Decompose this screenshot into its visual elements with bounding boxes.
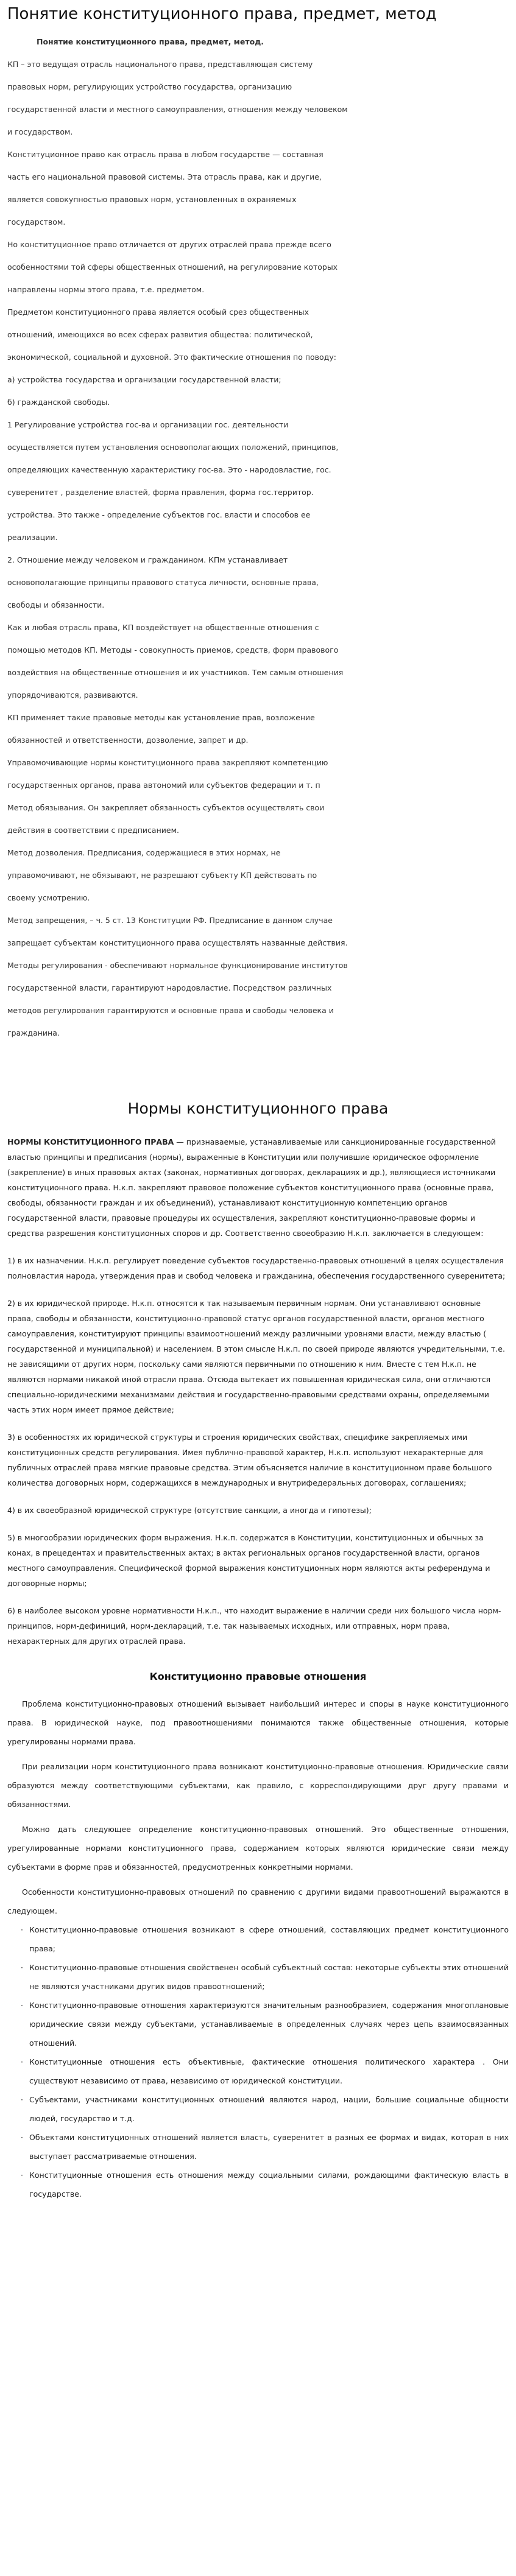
section-relations xyxy=(7,1671,509,2203)
text-line: особенностями той сферы общественных отношений, на регулирование которых xyxy=(7,262,338,272)
text-line: 2. Отношение между человеком и гражданином. КПм устанавливает xyxy=(7,555,288,564)
text-line: действия в соответствии с предписанием. xyxy=(7,826,179,835)
text-line: государственных органов, права автономий или субъектов федерации и т. п xyxy=(7,781,320,790)
text-line: а) устройства государства и организации государственной власти; xyxy=(7,375,281,384)
numbered-paragraph: 6) в наиболее высоком уровне нормативности Н.к.п., что находит выражение в наличии среди них большого числа норм-принципов, норм-дефиниций, норм-деклараций, т.е. так называемых исходных, или отправных, норм права, нехарактерных для других отраслей права. xyxy=(7,1606,501,1646)
text-line: КП – это ведущая отрасль национального права, представляющая систему xyxy=(7,60,313,69)
text-line: государственной власти и местного самоуправления, отношения между человеком xyxy=(7,105,348,114)
numbered-paragraph: 3) в особенностях их юридической структуры и строения юридических свойствах, специфике закрепляемых ими конституционных средств регулирования. Имея публично-правовой характер, Н.к.п. используют нехарактерные для публичных отраслей права мягкие правовые средства. Этим объясняется наличие в конституционном праве большого количества договорных норм, содержащихся в международных и внутрифедеральных договорах, соглашениях; xyxy=(7,1433,492,1487)
list-item: · Объектами конституционных отношений является власть, суверенитет в разных ее формах и видах, которая в них выступает рассматриваемые отношения. xyxy=(21,2128,509,2166)
text-line: помощью методов КП. Методы - совокупность приемов, средств, форм правового xyxy=(7,645,339,655)
list-item: · Конституционные отношения есть отношения между социальными силами, рождающими фактическую власть в государстве. xyxy=(21,2166,509,2203)
text-line: свободы и обязанности. xyxy=(7,600,105,609)
list-item: · Конституционно-правовые отношения возникают в сфере отношений, составляющих предмет конституционного права; xyxy=(21,1920,509,1958)
section-heading: Конституционно правовые отношения xyxy=(149,1671,367,1682)
text-line: Метод обязывания. Он закрепляет обязанность субъектов осуществлять свои xyxy=(7,803,325,812)
text-line: является совокупностью правовых норм, установленных в охраняемых xyxy=(7,195,297,204)
paragraph: Особенности конституционно-правовых отношений по сравнению с другими видами правоотношений выражаются в следующем. xyxy=(7,1887,509,1915)
section-concept xyxy=(7,4,509,1044)
text-line: экономической, социальной и духовной. Это фактические отношения по поводу: xyxy=(7,353,336,362)
list-item: · Конституционно-правовые отношения свойственен особый субъектный состав: некоторые субъекты этих отношений не являются участниками других видов правоотношений; xyxy=(21,1958,509,1996)
list-item: · Субъектами, участниками конституционных отношений являются народ, нации, большие социальные общности людей, государство и т.д. xyxy=(21,2090,509,2128)
text-line: Метод дозволения. Предписания, содержащиеся в этих нормах, не xyxy=(7,848,281,857)
text-line: часть его национальной правовой системы. Эта отрасль права, как и другие, xyxy=(7,172,322,181)
section-heading: Нормы конституционного права xyxy=(127,1100,389,1117)
list-item: · Конституционно-правовые отношения характеризуются значительным разнообразием, содержания многоплановые юридические связи между субъектами, устанавливаемые в определенных случаях через цепь взаимосвязанных отношений. xyxy=(21,1996,509,2052)
text-line: управомочивают, не обязывают, не разрешают субъекту КП действовать по xyxy=(7,871,317,880)
paragraph: Можно дать следующее определение конституционно-правовых отношений. Это общественные отношения, урегулированные нормами конституционного права, содержанием которых являются юридические связи между субъектами в форме прав и обязанностей, предусмотренных конкретными нормами. xyxy=(7,1825,509,1872)
text-line: отношений, имеющихся во всех сферах развития общества: политической, xyxy=(7,330,313,339)
text-line: б) гражданской свободы. xyxy=(7,398,110,407)
text-line: государством. xyxy=(7,217,66,226)
text-line: осуществляется путем установления основополагающих положений, принципов, xyxy=(7,443,339,452)
text-line: запрещает субъектам конституционного права осуществлять названные действия. xyxy=(7,938,348,947)
text-line: Предметом конституционного права является особый срез общественных xyxy=(7,307,309,317)
text-line: методов регулирования гарантируются и основные права и свободы человека и xyxy=(7,1006,334,1015)
text-line: гражданина. xyxy=(7,1028,60,1037)
page-title: Понятие конституционного права, предмет, метод xyxy=(7,5,437,23)
text-line: государственной власти, гарантируют народовластие. Посредством различных xyxy=(7,983,332,992)
section-body xyxy=(7,1694,509,1920)
text-line: реализации. xyxy=(7,533,58,542)
intro-term: НОРМЫ КОНСТИТУЦИОННОГО ПРАВА xyxy=(7,1137,174,1146)
paragraph: Проблема конституционно-правовых отношений вызывает наибольший интерес и споры в науке конституционного права. В юридической науке, под правоотношениями понимаются также общественные отношения, которые урегулированы нормами права. xyxy=(7,1699,509,1746)
features-list xyxy=(7,1920,509,2203)
numbered-paragraph: 2) в их юридической природе. Н.к.п. относятся к так называемым первичным нормам. Они устанавливают основные права, свободы и обязанности, конституционно-правовой статус органов государственной власти, органов местного самоуправления, конституируют принципы взаимоотношений между различными уровнями власти, между властью ( государственной и муниципальной) и населением. В этом смысле Н.к.п. по своей природе являются учредительными, т.е. не зависящими от других норм, поскольку сами являются первичными по отношению к ним. Вместе с тем Н.к.п. не являются нормами никакой иной отрасли права. Отсюда вытекает их повышенная юридическая сила, они отличаются специально-юридическими механизмами действия и государственно-правовыми средствами охраны, определяемыми часть этих норм имеет прямое действие; xyxy=(7,1299,505,1414)
text-line: правовых норм, регулирующих устройство государства, организацию xyxy=(7,82,292,91)
text-line: воздействия на общественные отношения и их участников. Тем самым отношения xyxy=(7,668,344,677)
text-line: своему усмотрению. xyxy=(7,893,90,902)
text-line: устройства. Это также - определение субъектов гос. власти и способов ее xyxy=(7,510,311,519)
text-line: 1 Регулирование устройства гос-ва и организации гос. деятельности xyxy=(7,420,289,429)
section-body xyxy=(7,53,509,1044)
text-line: КП применяет такие правовые методы как установление прав, возложение xyxy=(7,713,315,722)
text-line: и государством. xyxy=(7,127,73,136)
section-body xyxy=(7,1253,509,1649)
text-line: упорядочиваются, развиваются. xyxy=(7,690,138,700)
text-line: Как и любая отрасль права, КП воздействует на общественные отношения с xyxy=(7,623,319,632)
paragraph: При реализации норм конституционного права возникают конституционно-правовые отношения. Юридические связи образуются между соответствующими субъектами, как правило, с корреспондирующими друг другу правами и обязанностями. xyxy=(7,1762,509,1809)
intro-text: — признаваемые, устанавливаемые или санкционированные государственной властью принципы и предписания (нормы), выраженные в Конституции или получившие юридическое оформление (закрепление) в иных правовых актах (законах, нормативных договорах, декларациях и др.), являющиеся источниками конституционного права. Н.к.п. закрепляют правовое положение субъектов конституционного права (основные права, свободы, обязанности граждан и их объединений), устанавливают конституционную компетенцию органов государственной власти, правовые процедуры их осуществления, закрепляют конституционно-правовые формы и средства разрешения конституционных споров и др. Соответственно своеобразию Н.к.п. заключается в следующем: xyxy=(7,1137,496,1238)
text-line: Методы регулирования - обеспечивают нормальное функционирование институтов xyxy=(7,961,348,970)
document xyxy=(0,4,516,2203)
text-line: определяющих качественную характеристику гос-ва. Это - народовластие, гос. xyxy=(7,465,331,474)
numbered-paragraph: 5) в многообразии юридических форм выражения. Н.к.п. содержатся в Конституции, конституционных и обычных за конах, в прецедентах и правительственных актах; в актах региональных органов государственной власти, органов местного самоуправления. Специфической формой выражения конституционных норм являются акты референдума и договорные нормы; xyxy=(7,1533,490,1588)
numbered-paragraph: 4) в их своеобразной юридической структуре (отсутствие санкции, а иногда и гипотезы); xyxy=(7,1506,372,1515)
section-subhead: Понятие конституционного права, предмет, метод. xyxy=(37,37,264,46)
text-line: Но конституционное право отличается от других отраслей права прежде всего xyxy=(7,240,331,249)
text-line: обязанностей и ответственности, дозволение, запрет и др. xyxy=(7,735,249,745)
text-line: Метод запрещения, – ч. 5 ст. 13 Конституции РФ. Предписание в данном случае xyxy=(7,916,333,925)
text-line: направлены нормы этого права, т.е. предметом. xyxy=(7,285,205,294)
text-line: Управомочивающие нормы конституционного права закрепляют компетенцию xyxy=(7,758,328,767)
intro-paragraph xyxy=(7,1134,509,1241)
section-norms xyxy=(7,1099,509,1649)
text-line: Конституционное право как отрасль права в любом государстве — составная xyxy=(7,150,323,159)
text-line: суверенитет , разделение властей, форма правления, форма гос.территор. xyxy=(7,488,314,497)
numbered-paragraph: 1) в их назначении. Н.к.п. регулирует поведение субъектов государственно-правовых отношений в целях осуществления полновластия народа, утверждения прав и свобод человека и гражданина, обеспечения государственного суверенитета; xyxy=(7,1256,506,1280)
list-item: · Конституционные отношения есть объективные, фактические отношения политического характера . Они существуют независимо от права, независимо от юридической конституции. xyxy=(21,2052,509,2090)
text-line: основополагающие принципы правового статуса личности, основные права, xyxy=(7,578,319,587)
